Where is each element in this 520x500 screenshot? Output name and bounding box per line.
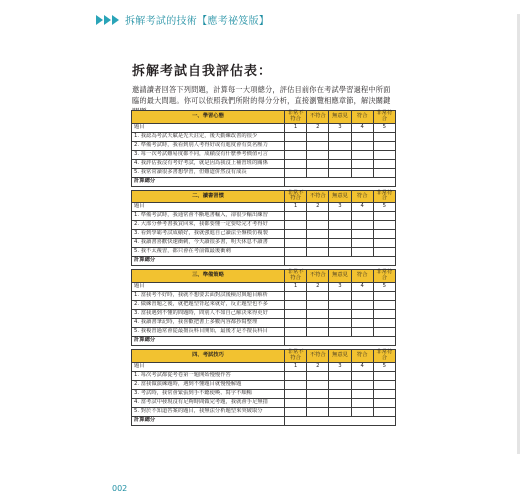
score-value: 5 <box>373 123 395 132</box>
score-value: 5 <box>373 362 395 371</box>
score-row <box>132 362 396 371</box>
answer-cell[interactable] <box>329 159 351 168</box>
answer-cell[interactable] <box>351 309 373 318</box>
question-text: 2. 做練習題之後，就把題型背起來就好，反正題型也不多 <box>132 300 285 309</box>
answer-cell[interactable] <box>329 380 351 389</box>
question-column-label: 題目 <box>132 123 285 132</box>
answer-cell[interactable] <box>329 239 351 248</box>
answer-cell[interactable] <box>351 380 373 389</box>
rating-header: 不符合 <box>307 190 329 203</box>
table-row <box>132 309 396 318</box>
answer-cell[interactable] <box>373 318 395 327</box>
answer-cell[interactable] <box>329 407 351 416</box>
answer-cell[interactable] <box>285 239 307 248</box>
answer-cell[interactable] <box>373 212 395 221</box>
table-row <box>132 212 396 221</box>
table-row <box>132 248 396 257</box>
rating-header: 不符合 <box>307 270 329 283</box>
table-row <box>132 239 396 248</box>
table-row <box>132 291 396 300</box>
answer-cell[interactable] <box>285 159 307 168</box>
total-label: 計算總分 <box>132 177 285 186</box>
total-row <box>132 336 396 345</box>
total-score-cell[interactable] <box>285 257 396 266</box>
table-row <box>132 230 396 239</box>
header-title: 拆解考試的技術【應考祕笈版】 <box>125 16 270 27</box>
question-text: 2. 大部分參考書我買回來，我都要懂一定要唸完才考得好 <box>132 221 285 230</box>
table-row <box>132 407 396 416</box>
question-column-label: 題目 <box>132 282 285 291</box>
answer-cell[interactable] <box>351 159 373 168</box>
answer-cell[interactable] <box>307 212 329 221</box>
answer-cell[interactable] <box>373 291 395 300</box>
total-score-cell[interactable] <box>285 336 396 345</box>
answer-cell[interactable] <box>351 239 373 248</box>
answer-cell[interactable] <box>307 380 329 389</box>
score-value: 4 <box>351 203 373 212</box>
answer-cell[interactable] <box>329 291 351 300</box>
answer-cell[interactable] <box>285 300 307 309</box>
table-header-row <box>132 190 396 203</box>
question-text: 4. 我讀書喜歡快速衝刺，今天讀很多書，明天休息不讀書 <box>132 239 285 248</box>
answer-cell[interactable] <box>373 150 395 159</box>
question-text: 3. 當我遇到不懂的問題時，問別人不如自己解決來得更好 <box>132 309 285 318</box>
table-row <box>132 300 396 309</box>
answer-cell[interactable] <box>285 389 307 398</box>
table-row <box>132 318 396 327</box>
answer-cell[interactable] <box>329 300 351 309</box>
question-text: 3. 每一次考試難易度都不同，成績沒有什麼參考價值可言 <box>132 150 285 159</box>
answer-cell[interactable] <box>329 150 351 159</box>
category-title: 二、讀書習慣 <box>132 190 285 203</box>
answer-cell[interactable] <box>285 212 307 221</box>
question-text: 3. 看到學霸考試成績好，我就強進自己讀法全盤模仿複製 <box>132 230 285 239</box>
table-row <box>132 371 396 380</box>
assessment-table-3 <box>131 269 396 346</box>
answer-cell[interactable] <box>351 221 373 230</box>
table-row <box>132 141 396 150</box>
assessment-table-2 <box>131 190 396 267</box>
chapter-header <box>96 12 269 27</box>
answer-cell[interactable] <box>329 398 351 407</box>
rating-header: 符合 <box>351 190 373 203</box>
answer-cell[interactable] <box>307 168 329 177</box>
answer-cell[interactable] <box>351 300 373 309</box>
answer-cell[interactable] <box>373 221 395 230</box>
rating-header: 非常不符合 <box>285 270 307 283</box>
score-value: 1 <box>285 123 307 132</box>
answer-cell[interactable] <box>329 221 351 230</box>
score-value: 2 <box>307 123 329 132</box>
category-title: 四、考試技巧 <box>132 349 285 362</box>
answer-cell[interactable] <box>351 407 373 416</box>
rating-header: 無意見 <box>329 270 351 283</box>
rating-header: 非常不符合 <box>285 190 307 203</box>
answer-cell[interactable] <box>329 327 351 336</box>
question-text: 4. 當考試中發現沒有足夠時間做完考題，我就會手足無措 <box>132 398 285 407</box>
score-value: 5 <box>373 282 395 291</box>
rating-header: 非常不符合 <box>285 349 307 362</box>
answer-cell[interactable] <box>285 318 307 327</box>
score-value: 2 <box>307 362 329 371</box>
total-score-cell[interactable] <box>285 416 396 425</box>
answer-cell[interactable] <box>373 168 395 177</box>
answer-cell[interactable] <box>307 318 329 327</box>
table-row <box>132 159 396 168</box>
table-row <box>132 327 396 336</box>
answer-cell[interactable] <box>307 389 329 398</box>
answer-cell[interactable] <box>373 300 395 309</box>
answer-cell[interactable] <box>307 300 329 309</box>
answer-cell[interactable] <box>351 398 373 407</box>
answer-cell[interactable] <box>285 248 307 257</box>
total-row <box>132 257 396 266</box>
rating-header: 無意見 <box>329 190 351 203</box>
answer-cell[interactable] <box>351 318 373 327</box>
answer-cell[interactable] <box>351 168 373 177</box>
total-row <box>132 416 396 425</box>
answer-cell[interactable] <box>285 221 307 230</box>
answer-cell[interactable] <box>285 291 307 300</box>
answer-cell[interactable] <box>373 380 395 389</box>
answer-cell[interactable] <box>351 212 373 221</box>
table-row <box>132 221 396 230</box>
answer-cell[interactable] <box>351 389 373 398</box>
score-value: 4 <box>351 362 373 371</box>
answer-cell[interactable] <box>373 230 395 239</box>
question-text: 5. 我常常讀很多書想學習，但難道併然沒有成長 <box>132 168 285 177</box>
score-row <box>132 123 396 132</box>
table-header-row <box>132 111 396 124</box>
answer-cell[interactable] <box>307 291 329 300</box>
assessment-table-1 <box>131 110 396 187</box>
table-row <box>132 150 396 159</box>
question-text: 5. 我複習過常會從最擅長科目開始，最後才是不擅長科目 <box>132 327 285 336</box>
answer-cell[interactable] <box>307 239 329 248</box>
rating-header: 無意見 <box>329 349 351 362</box>
answer-cell[interactable] <box>373 141 395 150</box>
answer-cell[interactable] <box>329 389 351 398</box>
answer-cell[interactable] <box>373 389 395 398</box>
answer-cell[interactable] <box>373 309 395 318</box>
table-row <box>132 168 396 177</box>
answer-cell[interactable] <box>373 239 395 248</box>
answer-cell[interactable] <box>373 248 395 257</box>
answer-cell[interactable] <box>329 318 351 327</box>
category-title: 一、學習心態 <box>132 111 285 124</box>
question-text: 1. 準備考試時，我通常會不斷地書輸入，卻很少輸出練習 <box>132 212 285 221</box>
table-header-row <box>132 349 396 362</box>
answer-cell[interactable] <box>307 248 329 257</box>
answer-cell[interactable] <box>351 371 373 380</box>
rating-header: 非常不符合 <box>285 111 307 124</box>
question-text: 1. 每次考試都從考卷第一題開始慢慢作答 <box>132 371 285 380</box>
answer-cell[interactable] <box>329 371 351 380</box>
score-row <box>132 203 396 212</box>
answer-cell[interactable] <box>373 132 395 141</box>
answer-cell[interactable] <box>307 150 329 159</box>
answer-cell[interactable] <box>329 212 351 221</box>
score-value: 4 <box>351 123 373 132</box>
answer-cell[interactable] <box>285 309 307 318</box>
question-text: 5. 對於不知道答案的題目，我無法分析題型來突破取分 <box>132 407 285 416</box>
answer-cell[interactable] <box>307 398 329 407</box>
answer-cell[interactable] <box>307 327 329 336</box>
rating-header: 不符合 <box>307 111 329 124</box>
answer-cell[interactable] <box>329 141 351 150</box>
answer-cell[interactable] <box>351 150 373 159</box>
table-row <box>132 132 396 141</box>
question-text: 1. 我認為考試天賦是先天註定，後天勤練改善的很少 <box>132 132 285 141</box>
answer-cell[interactable] <box>351 327 373 336</box>
answer-cell[interactable] <box>351 141 373 150</box>
answer-cell[interactable] <box>351 132 373 141</box>
answer-cell[interactable] <box>329 230 351 239</box>
rating-header: 非常符合 <box>373 111 395 124</box>
answer-cell[interactable] <box>373 159 395 168</box>
score-value: 3 <box>329 282 351 291</box>
answer-cell[interactable] <box>285 150 307 159</box>
intro-paragraph: 邀請讀者回答下列問題，計算每一大項總分，評估目前你在考試學習過程中所面臨的最大問題。你可以依照我們所附的得分分析，直接瀏覽相應章節，解決關鍵 <box>132 85 391 105</box>
rating-header: 符合 <box>351 349 373 362</box>
score-value: 1 <box>285 282 307 291</box>
score-value: 5 <box>373 203 395 212</box>
page-number: 002 <box>112 484 128 493</box>
table-row <box>132 380 396 389</box>
page-title: 拆解考試自我評估表： <box>132 64 273 79</box>
answer-cell[interactable] <box>373 371 395 380</box>
rating-header: 非常符合 <box>373 349 395 362</box>
answer-cell[interactable] <box>285 327 307 336</box>
question-text: 5. 我不太複習，都只會在考前做最後衝刺 <box>132 248 285 257</box>
rating-header: 不符合 <box>307 349 329 362</box>
answer-cell[interactable] <box>329 309 351 318</box>
total-label: 計算總分 <box>132 257 285 266</box>
answer-cell[interactable] <box>285 380 307 389</box>
answer-cell[interactable] <box>307 230 329 239</box>
score-row <box>132 282 396 291</box>
score-value: 1 <box>285 362 307 371</box>
score-value: 3 <box>329 203 351 212</box>
score-value: 3 <box>329 123 351 132</box>
question-text: 2. 當我做演練題時，遇到不懂題目就慢慢解題 <box>132 380 285 389</box>
score-value: 2 <box>307 282 329 291</box>
assessment-table-4 <box>131 349 396 426</box>
answer-cell[interactable] <box>351 248 373 257</box>
answer-cell[interactable] <box>373 407 395 416</box>
answer-cell[interactable] <box>329 168 351 177</box>
assessment-tables <box>131 110 395 429</box>
total-label: 計算總分 <box>132 416 285 425</box>
rating-header: 非常符合 <box>373 190 395 203</box>
answer-cell[interactable] <box>329 132 351 141</box>
question-text: 2. 準備考試時，我看到別人考得好或有進度會有莫名壓力 <box>132 141 285 150</box>
total-label: 計算總分 <box>132 336 285 345</box>
answer-cell[interactable] <box>285 407 307 416</box>
question-column-label: 題目 <box>132 203 285 212</box>
score-value: 1 <box>285 203 307 212</box>
question-text: 4. 我評估我沒有考好考試，就是因為我沒上補習班的關係 <box>132 159 285 168</box>
answer-cell[interactable] <box>285 230 307 239</box>
question-text: 4. 我讀書筆記時，我喜歡把書上多數內容都抄寫整理 <box>132 318 285 327</box>
rating-header: 符合 <box>351 111 373 124</box>
answer-cell[interactable] <box>373 398 395 407</box>
rating-header: 符合 <box>351 270 373 283</box>
rating-header: 非常符合 <box>373 270 395 283</box>
answer-cell[interactable] <box>285 371 307 380</box>
answer-cell[interactable] <box>307 221 329 230</box>
score-value: 3 <box>329 362 351 371</box>
answer-cell[interactable] <box>351 291 373 300</box>
total-score-cell[interactable] <box>285 177 396 186</box>
answer-cell[interactable] <box>373 327 395 336</box>
triple-arrow-icon <box>96 15 119 25</box>
question-text: 1. 當我考不好時，我就不想要去面對試後檢討與題目解析 <box>132 291 285 300</box>
answer-cell[interactable] <box>307 141 329 150</box>
table-row <box>132 389 396 398</box>
answer-cell[interactable] <box>307 371 329 380</box>
answer-cell[interactable] <box>285 398 307 407</box>
table-row <box>132 398 396 407</box>
score-value: 4 <box>351 282 373 291</box>
answer-cell[interactable] <box>307 407 329 416</box>
table-header-row <box>132 270 396 283</box>
score-value: 2 <box>307 203 329 212</box>
answer-cell[interactable] <box>329 248 351 257</box>
answer-cell[interactable] <box>285 132 307 141</box>
answer-cell[interactable] <box>307 309 329 318</box>
answer-cell[interactable] <box>285 141 307 150</box>
answer-cell[interactable] <box>307 159 329 168</box>
answer-cell[interactable] <box>285 168 307 177</box>
question-column-label: 題目 <box>132 362 285 371</box>
answer-cell[interactable] <box>307 132 329 141</box>
answer-cell[interactable] <box>351 230 373 239</box>
question-text: 3. 考試時，我常會緊張到手不聽使喚、寫字不順暢 <box>132 389 285 398</box>
total-row <box>132 177 396 186</box>
category-title: 三、準備策略 <box>132 270 285 283</box>
rating-header: 無意見 <box>329 111 351 124</box>
